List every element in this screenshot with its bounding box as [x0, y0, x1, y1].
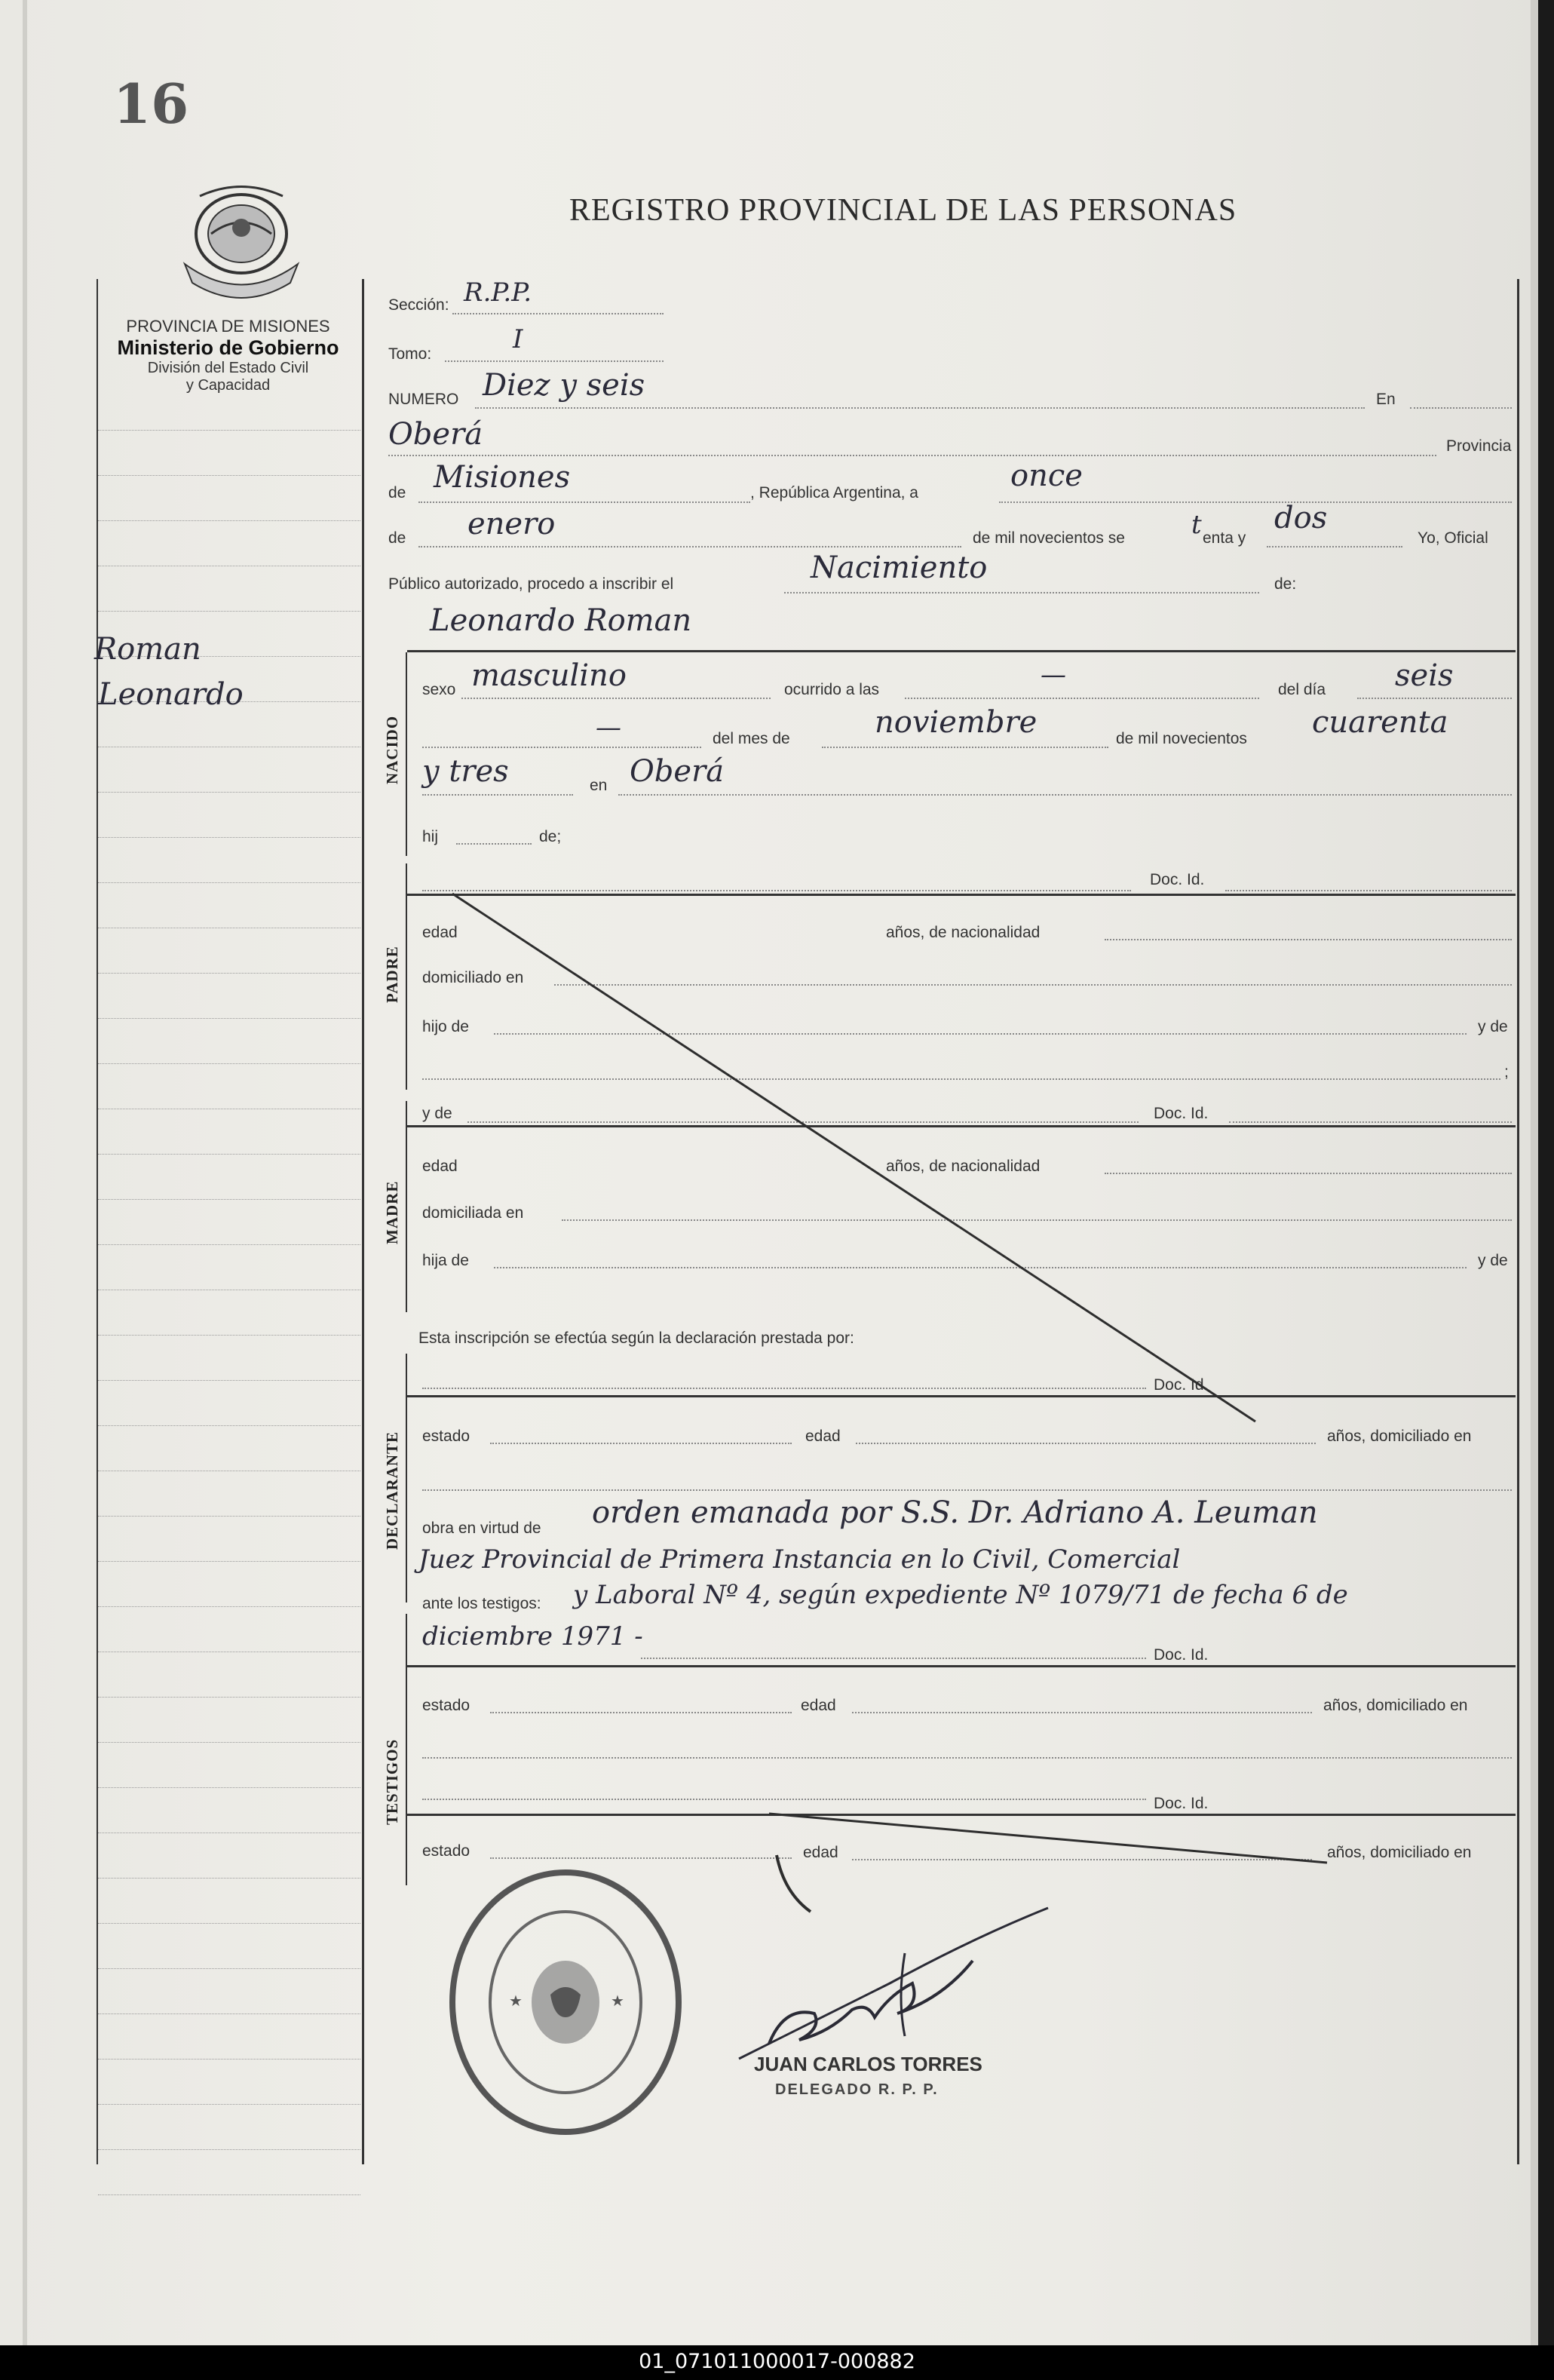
de-colon-label: de:: [1274, 575, 1297, 593]
act-value: Nacimiento: [811, 551, 988, 585]
de-mil-label: de mil novecientos se: [973, 529, 1125, 547]
de2-label: de: [388, 529, 406, 547]
person-name: Leonardo Roman: [430, 603, 692, 638]
numero-value: Diez y seis: [483, 368, 645, 403]
year-part1: t: [1191, 510, 1202, 540]
testigo1-doc-label: Doc. Id.: [1154, 1646, 1209, 1664]
testigo1-estado-label: estado: [422, 1697, 470, 1714]
padre-edad-label: edad: [422, 924, 458, 941]
declarante-estado-label: estado: [422, 1428, 470, 1445]
padre-doc-label: Doc. Id.: [1150, 871, 1205, 888]
del-dia-label: del día: [1278, 681, 1326, 698]
declarante-intro: Esta inscripción se efectúa según la declaración prestada por:: [418, 1330, 854, 1347]
publico-label: Público autorizado, procedo a inscribir el: [388, 575, 674, 593]
madre-edad-label: edad: [422, 1158, 458, 1175]
birth-month-value: noviembre: [875, 705, 1038, 740]
seccion-label: Sección:: [388, 296, 449, 314]
page-number: 16: [113, 72, 189, 136]
de-label: de: [388, 484, 406, 501]
seccion-value: R.P.P.: [464, 278, 532, 308]
ministry-name: Ministerio de Gobierno: [117, 336, 339, 359]
oficial-label: Yo, Oficial: [1418, 529, 1488, 547]
testigo2-estado-label: estado: [422, 1842, 470, 1860]
madre-yde-label: y de: [422, 1105, 452, 1122]
madre-hija-label: hija de: [422, 1252, 469, 1269]
de-mil-nac-label: de mil novecientos: [1116, 730, 1247, 747]
padre-section-label: PADRE: [383, 946, 401, 1003]
hij-label: hij: [422, 828, 439, 845]
nacido-section-label: NACIDO: [383, 715, 401, 784]
republica-label: , República Argentina, a: [750, 484, 918, 501]
testigos-label: ante los testigos:: [422, 1595, 541, 1612]
madre-domicilio-label: domiciliada en: [422, 1204, 524, 1222]
madre-section-label: MADRE: [383, 1180, 401, 1244]
madre-anos-label: años, de nacionalidad: [886, 1158, 1041, 1175]
birth-place-value: Oberá: [630, 754, 725, 789]
division-line1: División del Estado Civil: [147, 360, 309, 376]
declarante-edad-label: edad: [805, 1428, 841, 1445]
madre-doc-label: Doc. Id.: [1154, 1105, 1209, 1122]
testigos-section-label: TESTIGOS: [383, 1738, 401, 1825]
tomo-value: I: [513, 324, 523, 354]
signatory-title: DELEGADO R. P. P.: [775, 2081, 939, 2098]
margin-note-name: Leonardo: [98, 677, 244, 712]
del-mes-label: del mes de: [713, 730, 790, 747]
birth-year-value2: y tres: [422, 754, 509, 789]
obra-line4-value: diciembre 1971 -: [422, 1621, 643, 1652]
obra-line2-value: Juez Provincial de Primera Instancia en lo Civil, Comercial: [418, 1544, 1181, 1575]
testigo2-doc-label: Doc. Id.: [1154, 1795, 1209, 1812]
division-line2: y Capacidad: [185, 377, 271, 394]
month-value: enero: [467, 507, 556, 541]
province-name: PROVINCIA DE MISIONES: [126, 317, 330, 336]
padre-yde-label: y de: [1478, 1018, 1508, 1035]
en-nac-label: en: [590, 777, 608, 794]
place-value: Oberá: [388, 417, 483, 452]
signatory-name: JUAN CARLOS TORRES: [754, 2053, 982, 2075]
dash-value: —: [596, 713, 621, 743]
official-seal-stamp: [445, 1866, 686, 2138]
svg-text:★: ★: [611, 1992, 624, 2010]
birth-year-value: cuarenta: [1312, 705, 1448, 740]
padre-anos-label: años, de nacionalidad: [886, 924, 1041, 941]
padre-hijo-label: hijo de: [422, 1018, 469, 1035]
ocurrido-label: ocurrido a las: [784, 681, 880, 698]
sexo-value: masculino: [471, 658, 627, 693]
signature-scribble: [724, 1893, 1056, 2074]
footer-id: 01_071011000017-000882: [639, 2350, 915, 2373]
hour-value: —: [1041, 660, 1066, 690]
birth-day-value: seis: [1395, 658, 1454, 693]
padre-semicolon: ;: [1504, 1063, 1509, 1081]
testigo2-edad-label: edad: [803, 1844, 838, 1861]
province-value: Misiones: [434, 460, 571, 495]
obra-label: obra en virtud de: [422, 1520, 541, 1537]
margin-note-surname: Roman: [94, 632, 201, 667]
declarante-section-label: DECLARANTE: [383, 1431, 401, 1550]
de-nac-label: de;: [539, 828, 562, 845]
svg-text:★: ★: [509, 1992, 523, 2010]
year-part2: dos: [1274, 501, 1328, 535]
declarante-doc-label: Doc. Id.: [1154, 1376, 1209, 1394]
year-suffix-label: enta y: [1203, 529, 1246, 547]
en-label: En: [1376, 391, 1396, 408]
padre-domicilio-label: domiciliado en: [422, 969, 524, 986]
testigo1-domicilio-label: años, domiciliado en: [1323, 1697, 1468, 1714]
day-value: once: [1010, 459, 1083, 493]
declarante-domicilio-label: años, domiciliado en: [1327, 1428, 1472, 1445]
numero-label: NUMERO: [388, 391, 459, 408]
testigo1-edad-label: edad: [801, 1697, 836, 1714]
tomo-label: Tomo:: [388, 345, 432, 363]
sexo-label: sexo: [422, 681, 456, 698]
madre-yde2-label: y de: [1478, 1252, 1508, 1269]
page-title: REGISTRO PROVINCIAL DE LAS PERSONAS: [569, 193, 1237, 228]
provincia-label: Provincia: [1446, 437, 1512, 455]
obra-value: orden emanada por S.S. Dr. Adriano A. Leuman: [592, 1495, 1318, 1530]
testigo2-domicilio-label: años, domiciliado en: [1327, 1844, 1472, 1861]
obra-line3-value: y Laboral Nº 4, según expediente Nº 1079/71 de fecha 6 de: [573, 1580, 1348, 1610]
